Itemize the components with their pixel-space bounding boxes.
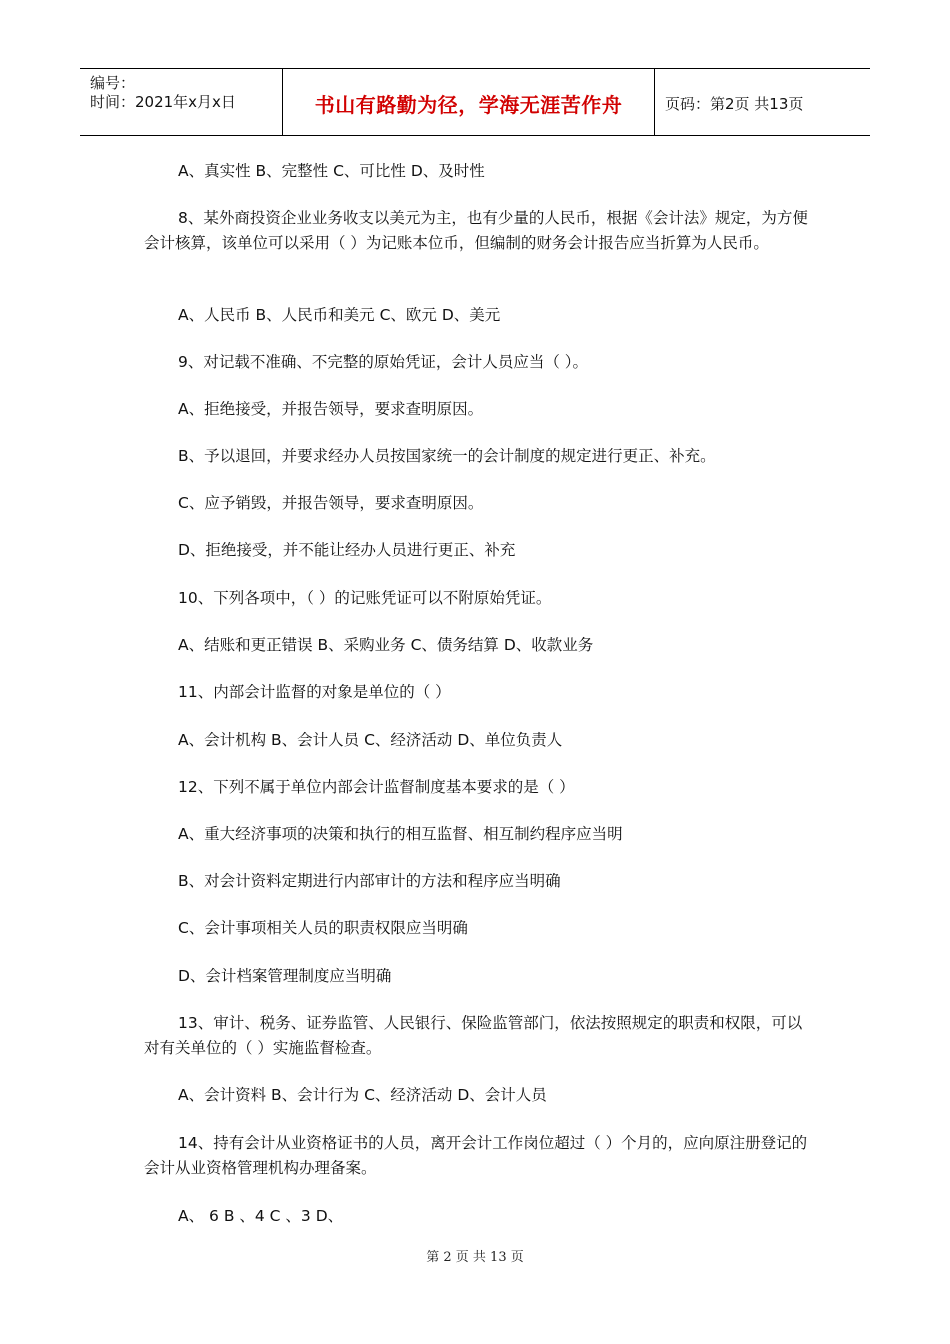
paragraph-option-13: A、会计资料 B、会计行为 C、经济活动 D、会计人员 (178, 1086, 547, 1104)
paragraph-question-10: 10、下列各项中，（ ）的记账凭证可以不附原始凭证。 (178, 589, 552, 607)
header-motto-cell (282, 69, 655, 135)
paragraph-option-12b: B、对会计资料定期进行内部审计的方法和程序应当明确 (178, 872, 561, 890)
header-right-cell (655, 69, 870, 135)
paragraph-option-12d: D、会计档案管理制度应当明确 (178, 967, 392, 985)
document-id-label: 编号： (90, 74, 136, 92)
paragraph-option-9d: D、拒绝接受，并不能让经办人员进行更正、补充 (178, 541, 516, 559)
paragraph-option-11: A、会计机构 B、会计人员 C、经济活动 D、单位负责人 (178, 731, 563, 749)
paragraph-option-8: A、人民币 B、人民币和美元 C、欧元 D、美元 (178, 306, 501, 324)
header-motto: 书山有路勤为径，学海无涯苦作舟 (314, 93, 623, 117)
paragraph-option-12a: A、重大经济事项的决策和执行的相互监督、相互制约程序应当明 (178, 825, 623, 843)
paragraph-question-14: 14、持有会计从业资格证书的人员，离开会计工作岗位超过（ ）个月的，应向原注册登记的会计从业资格管理机构办理备案。 (144, 1134, 808, 1177)
paragraph-question-11: 11、内部会计监督的对象是单位的（ ） (178, 683, 451, 701)
paragraph-option-12c: C、会计事项相关人员的职责权限应当明确 (178, 919, 468, 937)
paragraph-option-9c: C、应予销毁，并报告领导，要求查明原因。 (178, 494, 484, 512)
paragraph-question-8: 8、某外商投资企业业务收支以美元为主，也有少量的人民币，根据《会计法》规定，为方便会计核算，该单位可以采用（ ）为记账本位币，但编制的财务会计报告应当折算为人民币。 (144, 209, 808, 252)
header-page-number: 页码：第2页 共13页 (665, 95, 804, 113)
paragraph-question-13: 13、审计、税务、证券监管、人民银行、保险监管部门，依法按照规定的职责和权限，可以对有关单位的（ ）实施监督检查。 (144, 1014, 803, 1057)
paragraph-option-10: A、结账和更正错误 B、采购业务 C、债务结算 D、收款业务 (178, 636, 594, 654)
header-left-cell (80, 69, 282, 135)
page-footer: 第 2 页 共 13 页 (426, 1250, 524, 1265)
paragraph-question-9: 9、对记载不准确、不完整的原始凭证，会计人员应当（ ）。 (178, 353, 589, 371)
paragraph-option-9b: B、予以退回，并要求经办人员按国家统一的会计制度的规定进行更正、补充。 (178, 447, 716, 465)
document-time-label: 时间：2021年x月x日 (90, 93, 236, 111)
paragraph-question-12: 12、下列不属于单位内部会计监督制度基本要求的是（ ） (178, 778, 575, 796)
page-header (80, 68, 870, 136)
paragraph-option-9a: A、拒绝接受，并报告领导，要求查明原因。 (178, 400, 484, 418)
paragraph-option-7: A、真实性 B、完整性 C、可比性 D、及时性 (178, 162, 485, 180)
paragraph-option-14: A、 6 B 、4 C 、3 D、 (178, 1207, 344, 1225)
